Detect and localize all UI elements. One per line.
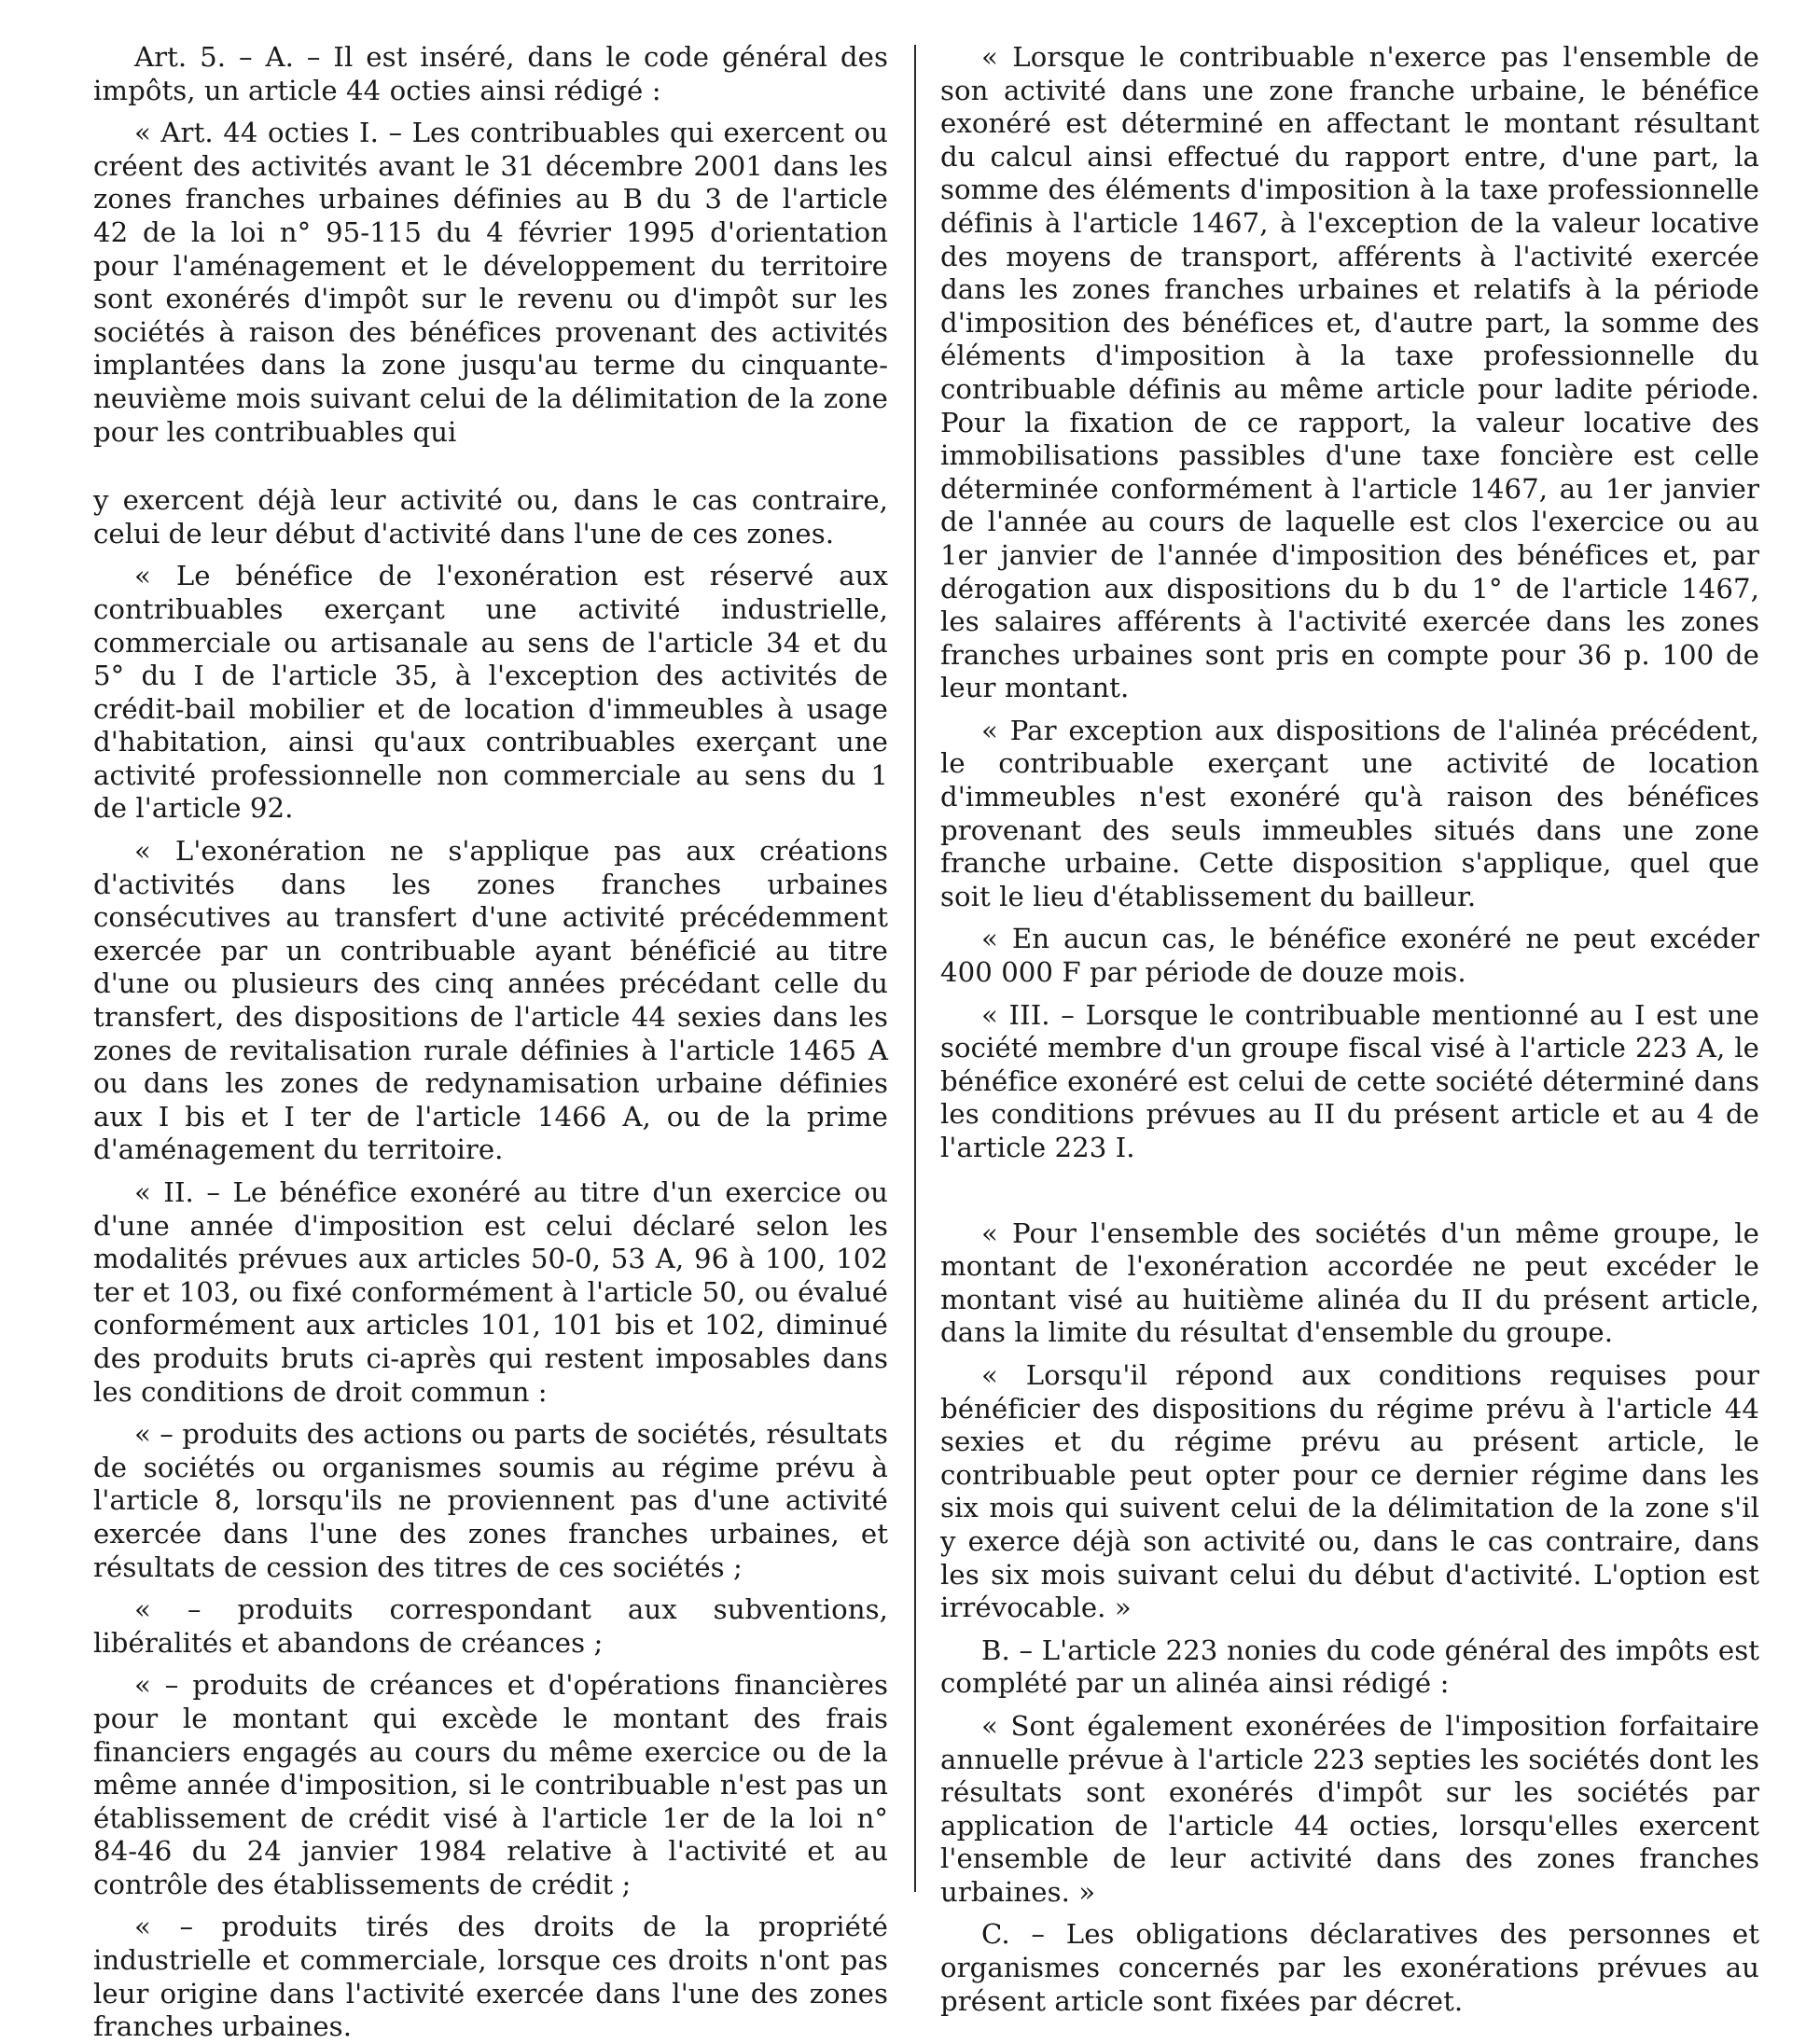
paragraph-ii-exempt-profit: « II. – Le bénéfice exonéré au titre d'un exercice ou d'une année d'imposition est celui déclaré selon les modalités prévues aux articles 50-0, 53 A, 96 à 100, 102 ter et 103, ou fixé conformément à l'article 50, ou évalué conformément aux articles 101, 101 bis et 102, diminué des produits bruts ci-après qui restent imposables dans les conditions de droit commun : [93,1176,888,1408]
paragraph-gap [940,1165,1759,1217]
paragraph-c-obligations: C. – Les obligations déclaratives des personnes et organismes concernés par les exonérations prévues au présent article sont fixées par décret. [940,1918,1759,2017]
list-item-financial: « – produits de créances et d'opérations financières pour le montant qui excède le montant des frais financiers engagés au cours du même exercice ou de la même année d'imposition, si le contribuable n'est pas un établissement de crédit visé à l'article 1er de la loi n° 84-46 du 24 janvier 1984 relative à l'activité et au contrôle des établissements de crédit ; [93,1669,888,1900]
paragraph-partial-activity: « Lorsque le contribuable n'exerce pas l'ensemble de son activité dans une zone franche urbaine, le bénéfice exonéré est déterminé en affectant le montant résultant du calcul ainsi effectué du rapport entre, d'une part, la somme des éléments d'imposition à la taxe professionnelle définis à l'article 1467, à l'exception de la valeur locative des moyens de transport, afférents à l'activité exercée dans les zones franches urbaines et relatifs à la période d'imposition des bénéfices et, d'autre part, la somme des éléments d'imposition à la taxe professionnelle du contribuable définis au même article pour ladite période. Pour la fixation de ce rapport, la valeur locative des immobilisations passibles d'une taxe foncière est celle déterminée conformément à l'article 1467, au 1er janvier de l'année au cours de laquelle est clos l'exercice ou au 1er janvier de l'année d'imposition des bénéfices et, par dérogation aux dispositions du b du 1° de l'article 1467, les salaires afférents à l'activité exercée dans les zones franches urbaines sont pris en compte pour 36 p. 100 de leur montant. [940,41,1759,704]
right-column [940,41,1759,2018]
list-item-subsidies: « – produits correspondant aux subventions, libéralités et abandons de créances ; [93,1593,888,1659]
paragraph-art5-a: Art. 5. – A. – Il est inséré, dans le code général des impôts, un article 44 octies ainsi rédigé : [93,41,888,106]
column-divider [914,45,916,1892]
paragraph-art44-octies-i: « Art. 44 octies I. – Les contribuables qui exercent ou créent des activités avant le 31 décembre 2001 dans les zones franches urbaines définies au B du 3 de l'article 42 de la loi n° 95-115 du 4 février 1995 d'orientation pour l'aménagement et le développement du territoire sont exonérés d'impôt sur le revenu ou d'impôt sur les sociétés à raison des bénéfices provenant des activités implantées dans la zone jusqu'au terme du cinquante-neuvième mois suivant celui de la délimitation de la zone pour les contribuables qui [93,117,888,448]
paragraph-rental-exception: « Par exception aux dispositions de l'alinéa précédent, le contribuable exerçant une activité de location d'immeubles n'est exonéré qu'à raison des bénéfices provenant des seuls immeubles situés dans une zone franche urbaine. Cette disposition s'applique, quel que soit le lieu d'établissement du bailleur. [940,714,1759,912]
paragraph-iii-group: « III. – Lorsque le contribuable mentionné au I est une société membre d'un groupe fiscal visé à l'article 223 A, le bénéfice exonéré est celui de cette société déterminé dans les conditions prévues au II du présent article et au 4 de l'article 223 I. [940,998,1759,1163]
list-item-shares: « – produits des actions ou parts de sociétés, résultats de sociétés ou organismes soumis au régime prévu à l'article 8, lorsqu'ils ne proviennent pas d'une activité exercée dans l'une des zones franches urbaines, et résultats de cession des titres de ces sociétés ; [93,1418,888,1583]
paragraph-option: « Lorsqu'il répond aux conditions requises pour bénéficier des dispositions du régime prévu à l'article 44 sexies et du régime prévu au présent article, le contribuable peut opter pour ce dernier régime dans les six mois qui suivent celui de la délimitation de la zone s'il y exerce déjà son activité ou, dans le cas contraire, dans les six mois suivant celui du début d'activité. L'option est irrévocable. » [940,1358,1759,1624]
paragraph-gap [93,449,888,484]
left-column [93,41,888,2044]
paragraph-cap: « En aucun cas, le bénéfice exonéré ne peut excéder 400 000 F par période de douze mois. [940,923,1759,989]
list-item-industrial-property: « – produits tirés des droits de la propriété industrielle et commerciale, lorsque ces droits n'ont pas leur origine dans l'activité exercée dans l'une des zones franches urbaines. [93,1911,888,2043]
paragraph-forfaitaire: « Sont également exonérées de l'imposition forfaitaire annuelle prévue à l'article 223 septies les sociétés dont les résultats sont exonérés d'impôt sur les sociétés par application de l'article 44 octies, lorsqu'elles exercent l'ensemble de leur activité dans des zones franches urbaines. » [940,1709,1759,1908]
paragraph-group-limit: « Pour l'ensemble des sociétés d'un même groupe, le montant de l'exonération accordée ne peut excéder le montant visé au huitième alinéa du II du présent article, dans la limite du résultat d'ensemble du groupe. [940,1217,1759,1349]
paragraph-b-article-223: B. – L'article 223 nonies du code général des impôts est complété par un alinéa ainsi rédigé : [940,1634,1759,1700]
paragraph-exclusion-transfer: « L'exonération ne s'applique pas aux créations d'activités dans les zones franches urbaines consécutives au transfert d'une activité précédemment exercée par un contribuable ayant bénéficié au titre d'une ou plusieurs des cinq années précédant celle du transfert, des dispositions de l'article 44 sexies dans les zones de revitalisation rurale définies à l'article 1465 A ou dans les zones de redynamisation urbaine définies aux I bis et I ter de l'article 1466 A, ou de la prime d'aménagement du territoire. [93,835,888,1166]
paragraph-beneficiaries: « Le bénéfice de l'exonération est réservé aux contribuables exerçant une activité industrielle, commerciale ou artisanale au sens de l'article 34 et du 5° du I de l'article 35, à l'exception des activités de crédit-bail mobilier et de location d'immeubles à usage d'habitation, ainsi qu'aux contribuables exerçant une activité professionnelle non commerciale au sens du 1 de l'article 92. [93,560,888,825]
paragraph-continuation: y exercent déjà leur activité ou, dans le cas contraire, celui de leur début d'activité dans l'une de ces zones. [93,484,888,549]
